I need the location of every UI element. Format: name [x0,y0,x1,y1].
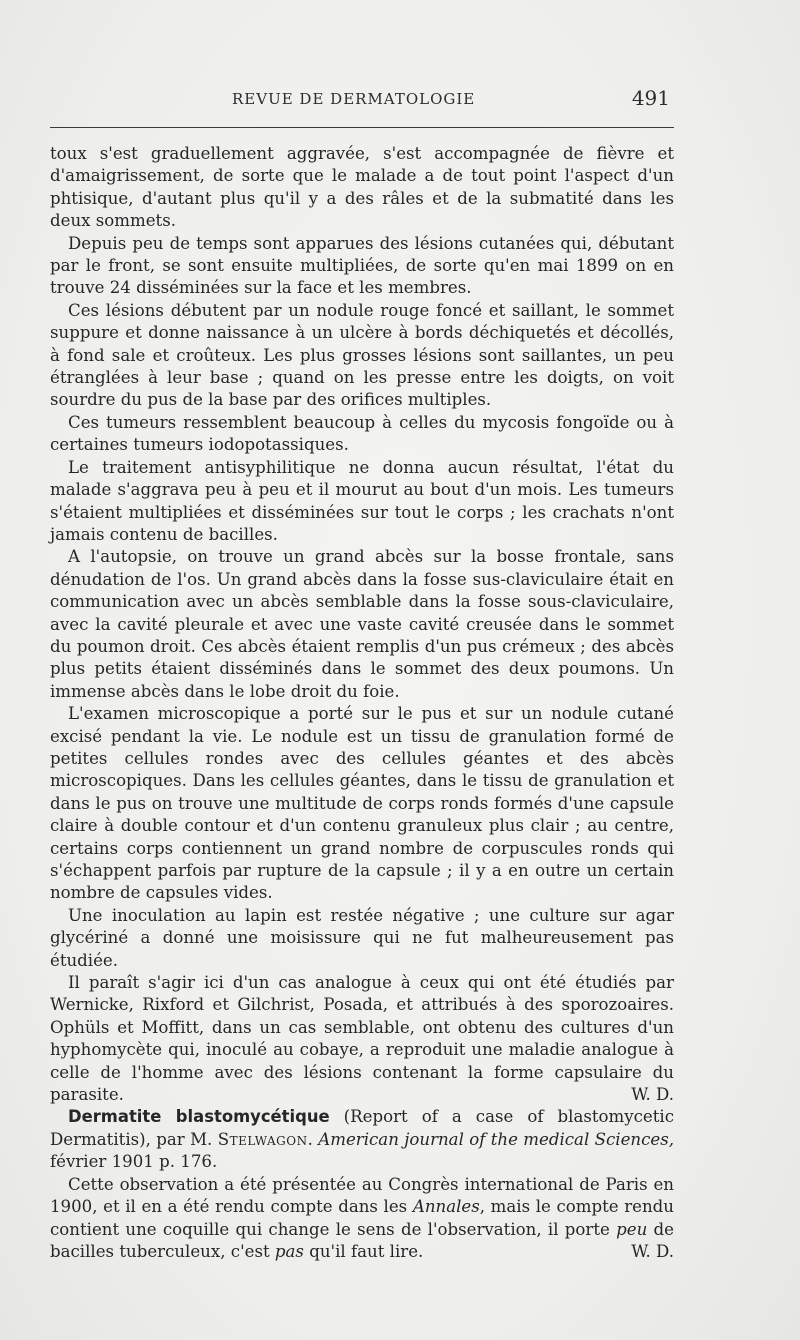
signature: W. D. [631,1085,674,1105]
paragraph: Une inoculation au lapin est restée négative ; une culture sur agar glycériné a donné une moisissure qui ne fut malheureusement pas étudiée. [50,905,674,970]
review-text: (Report of a case of blastomycetic Dermatitis), par M. [50,1107,674,1149]
paragraph: Le traitement antisyphilitique ne donna aucun résultat, l'état du malade s'aggrava peu à peu et il mourut au bout d'un mois. Les tumeurs s'étaient multipliées et disséminées sur tout le corps ; les crachats n'ont jamais contenu de bacilles. [50,457,674,544]
running-title: REVUE DE DERMATOLOGIE [232,90,476,108]
paragraph-text: Il paraît s'agir ici d'un cas analogue à ceux qui ont été étudiés par Wernicke, Rixford et Gilchrist, Posada, et attribués à des sporozoaires. Ophüls et Moffitt, dans un cas semblable, ont obtenu des cultures d'un hyphomycète qui, inoculé au cobaye, a reproduit une maladie analogue à celle de l'homme avec des lésions contenant la forme capsulaire du parasite. [50,973,674,1105]
page-header [50,86,674,116]
article-body [50,143,674,1263]
italic-text: pas [274,1241,304,1261]
review-text: . [307,1129,319,1149]
paragraph [50,972,674,1106]
review-author: Stelwagon [217,1129,308,1149]
paragraph-text: Cette observation a été présentée au Congrès international de Paris en 1900, et il en a été rendu compte dans les [50,1174,674,1217]
review-entry [50,1106,674,1173]
review-journal: American journal of the medical Sciences, [318,1129,674,1149]
paragraph: Ces lésions débutent par un nodule rouge foncé et saillant, le sommet suppure et donne naissance à un ulcère à bords déchiquetés et décollés, à fond sale et croûteux. Les plus grosses lésions sont saillantes, un peu étranglées à leur base ; quand on les presse entre les doigts, on voit sourdre du pus de la base par des orifices multiples. [50,300,674,410]
paragraph-text: qu'il faut lire. [303,1241,424,1261]
paragraph-text: de bacilles tuberculeux, c'est [50,1219,674,1261]
page-number: 491 [631,86,670,110]
paragraph: L'examen microscopique a porté sur le pus et sur un nodule cutané excisé pendant la vie. Le nodule est un tissu de granulation formé de petites cellules rondes avec des cellules géantes et des abcès microscopiques. Dans les cellules géantes, dans le tissu de granulation et dans le pus on trouve une multitude de corps ronds formés d'une capsule claire à double contour et d'un contenu granuleux plus clair ; au centre, certains corps contiennent un grand nombre de corpuscules ronds qui s'échappent parfois par rupture de la capsule ; il y a en outre un certain nombre de capsules vides. [50,704,674,903]
signature: W. D. [631,1241,674,1261]
italic-text: peu [616,1219,648,1239]
paragraph: Depuis peu de temps sont apparues des lésions cutanées qui, débutant par le front, se sont ensuite multipliées, de sorte qu'en mai 1899 on en trouve 24 disséminées sur la face et les membres. [50,233,674,298]
italic-text: Annales [412,1197,480,1217]
review-text: février 1901 p. 176. [50,1152,218,1172]
paragraph: Ces tumeurs ressemblent beaucoup à celles du mycosis fongoïde ou à certaines tumeurs iodopotassiques. [50,412,674,455]
paragraph: A l'autopsie, on trouve un grand abcès sur la bosse frontale, sans dénudation de l'os. Un grand abcès dans la fosse sus-claviculaire était en communication avec un abcès semblable dans la fosse sous-claviculaire, avec la cavité pleurale et avec une vaste cavité creusée dans le sommet du poumon droit. Ces abcès étaient remplis d'un pus crémeux ; des abcès plus petits étaient disséminés dans le sommet des deux poumons. Un immense abcès dans le lobe droit du foie. [50,547,674,701]
review-title: Dermatite blastomycétique [68,1107,330,1127]
paragraph [50,1174,674,1264]
header-rule [50,127,674,128]
paragraph-text: , mais le compte rendu contient une coquille qui change le sens de l'observation, il porte [50,1197,674,1239]
paragraph: toux s'est graduellement aggravée, s'est accompagnée de fièvre et d'amaigrissement, de sorte que le malade a de tout point l'aspect d'un phtisique, d'autant plus qu'il y a des râles et de la submatité dans les deux sommets. [50,144,674,231]
